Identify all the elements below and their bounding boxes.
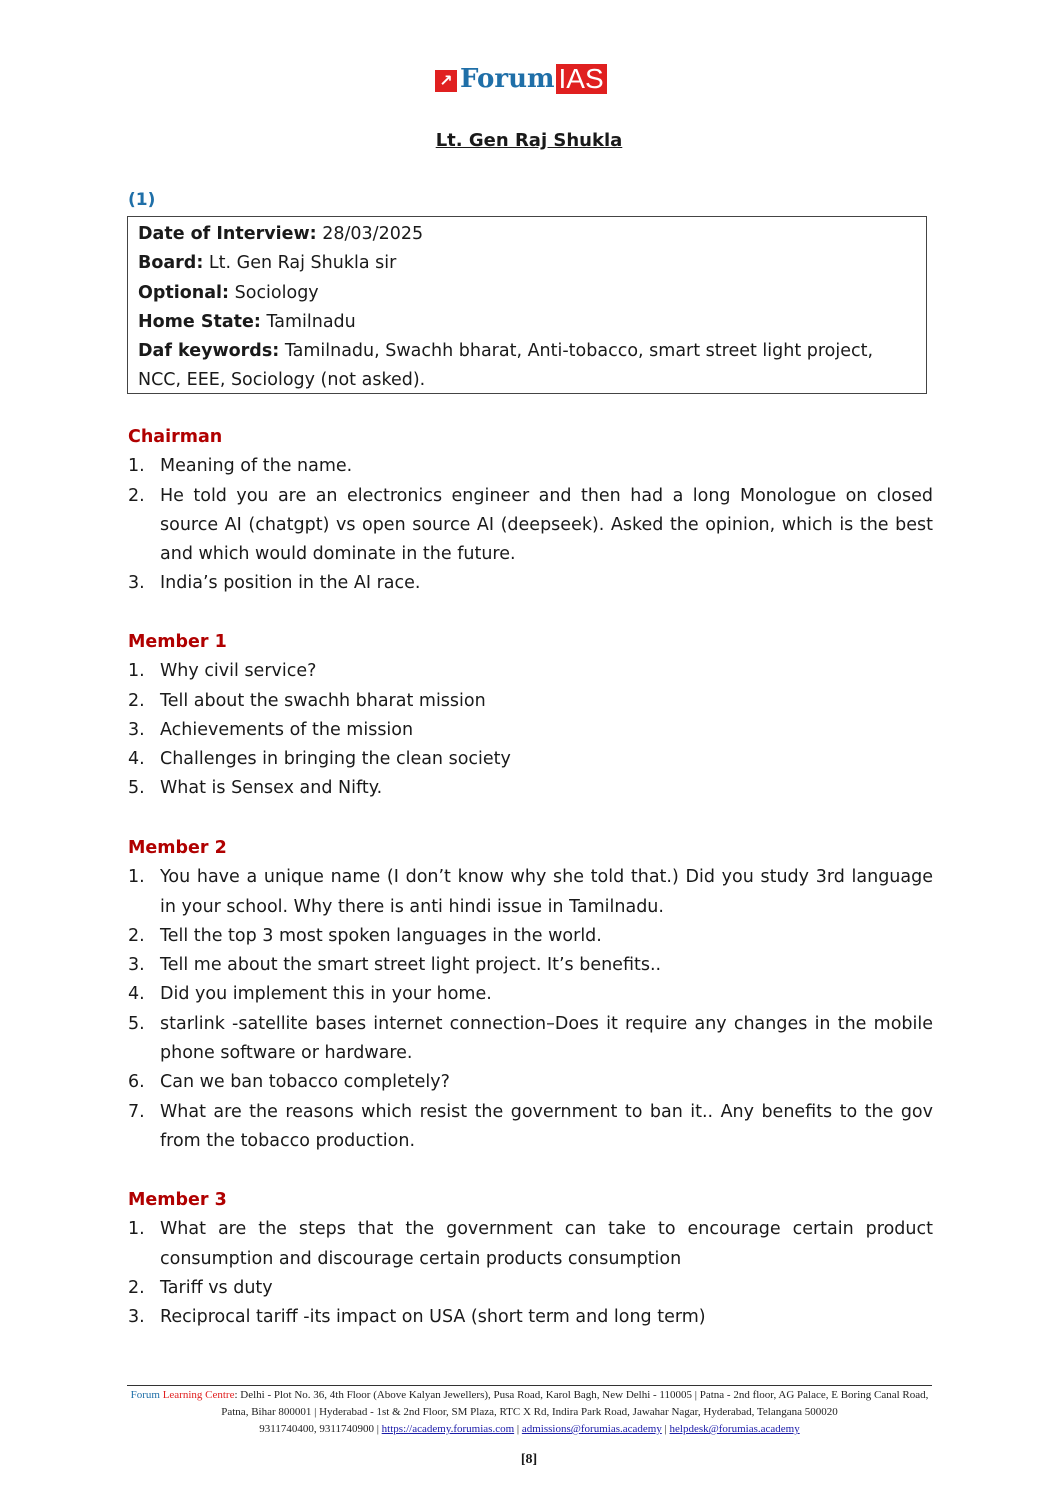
info-label: Daf keywords:	[138, 341, 280, 362]
footer-brand-learning-centre: Learning Centre	[162, 1389, 235, 1401]
list-item: 3. Reciprocal tariff -its impact on USA (short term and long term)	[128, 1307, 706, 1328]
info-value: 28/03/2025	[316, 224, 424, 244]
interview-info-box	[127, 216, 927, 394]
arrow-icon: ↗	[435, 70, 457, 92]
list-item: 2. Tell the top 3 most spoken languages in the world.	[128, 925, 602, 946]
logo-ias-text: IAS	[556, 64, 607, 94]
list-item: 5. starlink -satellite bases internet connection–Does it require any changes in the mobile phone software or hardware.	[128, 1013, 933, 1064]
info-value: Sociology	[229, 282, 319, 303]
info-label: Date of Interview:	[138, 224, 317, 244]
info-value: Tamilnadu	[260, 311, 356, 332]
section-heading: Member 1	[128, 632, 227, 652]
section-heading: Member 3	[128, 1190, 227, 1210]
question-list	[128, 657, 933, 803]
info-date	[138, 220, 916, 249]
entry-number: (1)	[128, 190, 156, 210]
info-home-state	[138, 308, 916, 337]
page-title: Lt. Gen Raj Shukla	[435, 130, 623, 151]
list-item: 3. Achievements of the mission	[128, 719, 414, 740]
list-item: 4. Challenges in bringing the clean society	[128, 749, 511, 770]
info-optional	[138, 279, 916, 308]
question-list	[128, 1215, 933, 1332]
footer-separator: |	[661, 1423, 670, 1435]
list-item: 2. Tariff vs duty	[128, 1277, 273, 1298]
list-item: 3. Tell me about the smart street light project. It’s benefits..	[128, 955, 662, 976]
footer	[127, 1387, 932, 1438]
section-member-2	[128, 834, 933, 1156]
info-value: Lt. Gen Raj Shukla sir	[203, 253, 397, 274]
list-item: 2. He told you are an electronics engineer and then had a long Monologue on closed source AI (chatgpt) vs open source AI (deepseek). Asked the opinion, which is the best and which would dominate in the future.	[128, 485, 933, 565]
section-heading: Member 2	[128, 838, 227, 858]
info-label: Board:	[138, 253, 204, 274]
info-board	[138, 249, 916, 278]
list-item: 1. You have a unique name (I don’t know why she told that.) Did you study 3rd language in your school. Why there is anti hindi issue in Tamilnadu.	[128, 867, 933, 917]
website-link[interactable]: https://academy.forumias.com	[381, 1423, 515, 1435]
info-label: Home State:	[138, 311, 261, 332]
info-daf-keywords	[138, 337, 916, 396]
list-item: 2. Tell about the swachh bharat mission	[128, 690, 486, 711]
list-item: 1. What are the steps that the government can take to encourage certain product consumption and discourage certain products consumption	[128, 1219, 933, 1269]
list-item: 1. Why civil service?	[128, 661, 317, 682]
section-member-1	[128, 628, 933, 804]
question-list	[128, 452, 933, 598]
list-item: 4. Did you implement this in your home.	[128, 984, 492, 1005]
list-item: 6. Can we ban tobacco completely?	[128, 1072, 450, 1093]
footer-divider	[127, 1385, 932, 1386]
list-item: 7. What are the reasons which resist the government to ban it.. Any benefits to the gov from the tobacco production.	[128, 1101, 933, 1151]
footer-separator: |	[514, 1423, 522, 1435]
section-heading: Chairman	[128, 427, 223, 447]
helpdesk-email-link[interactable]: helpdesk@forumias.academy	[669, 1423, 800, 1435]
list-item: 1. Meaning of the name.	[128, 456, 353, 477]
info-label: Optional:	[138, 282, 230, 303]
info-value: Tamilnadu, Swachh bharat, Anti-tobacco, smart street light project, NCC, EEE, Sociology (not asked).	[138, 341, 874, 391]
footer-brand-forum: Forum	[130, 1389, 160, 1401]
logo-forum-text: Forum	[460, 64, 555, 94]
footer-address: : Delhi - Plot No. 36, 4th Floor (Above Kalyan Jewellers), Pusa Road, Karol Bagh, New Delhi - 110005 | Patna - 2nd floor, AG Palace, E Boring Canal Road, Patna, Bihar 800001 | Hyderabad - 1st & 2nd Floor, SM Plaza, RTC X Rd, Indira Park Road, Jawahar Nagar, Hyderabad, Telangana 500020	[221, 1389, 929, 1418]
page-number: [8]	[520, 1452, 538, 1467]
section-member-3	[128, 1186, 933, 1332]
section-chairman	[128, 423, 933, 599]
forumias-logo	[435, 64, 607, 94]
admissions-email-link[interactable]: admissions@forumias.academy	[521, 1423, 662, 1435]
list-item: 5. What is Sensex and Nifty.	[128, 778, 383, 799]
question-list	[128, 863, 933, 1156]
footer-phones: 9311740400, 9311740900 |	[259, 1423, 382, 1435]
list-item: 3. India’s position in the AI race.	[128, 573, 421, 594]
